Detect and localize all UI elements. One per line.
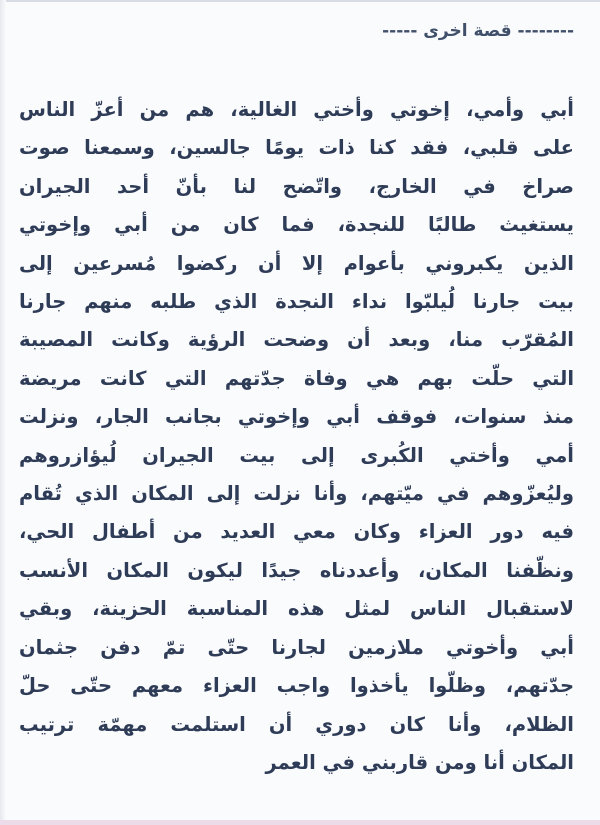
- left-edge-shadow: [0, 0, 6, 825]
- story-line-18: المكان أنا ومن قاربني في العمر: [265, 750, 574, 774]
- story-line-6: بيت جارنا لُيلبّوا نداء النجدة الذي طلبه منهم جارنا: [19, 290, 574, 314]
- story-line-4: يستغيث طالبًا للنجدة، فما كان من أبي وإخوتي: [19, 213, 574, 237]
- story-line-14: لاستقبال الناس لمثل هذه المناسبة الحزينة، وبقي: [19, 597, 574, 621]
- story-line-9: منذ سنوات، فوقف أبي وإخوتي بجانب الجار، ونزلت: [19, 405, 574, 429]
- story-line-7: المُقرّب منا، وبعد أن وضحت الرؤية وكانت المصيبة: [19, 328, 574, 352]
- story-line-11: وليُعزّوهم في ميّتهم، وأنا نزلت إلى المكان الذي تُقام: [19, 482, 574, 506]
- story-title: -------- قصة اخرى -----: [382, 21, 574, 41]
- story-line-3: صراخ في الخارج، واتّضح لنا بأنّ أحد الجيران: [19, 174, 574, 198]
- story-line-8: التي حلّت بهم هي وفاة جدّتهم التي كانت مريضة: [19, 366, 574, 390]
- story-line-15: أبي وأخوتي ملازمين لجارنا حتّى تمّ دفن جثمان: [19, 635, 574, 659]
- story-line-12: فيه دور العزاء وكان معي العديد من أطفال الحي،: [19, 520, 574, 544]
- story-page: [10, 0, 586, 825]
- story-line-2: على قلبي، فقد كنا ذات يومًا جالسين، وسمعنا صوت: [19, 136, 574, 160]
- story-line-13: ونظّفنا المكان، وأعددناه جيدًا ليكون المكان الأنسب: [19, 558, 574, 582]
- story-line-5: الذين يكبروني بأعوام إلا أن ركضوا مُسرعين إلى: [19, 251, 574, 275]
- bottom-accent-bar: [0, 820, 600, 825]
- story-line-1: أبي وأمي، إخوتي وأختي الغالية، هم من أعزّ الناس: [19, 98, 574, 121]
- story-line-17: الظلام، وأنا كان دوري أن استلمت مهمّة ترتيب: [19, 712, 574, 736]
- story-line-16: جدّتهم، وظلّوا يأخذوا واجب العزاء معهم حتّى حلّ: [19, 674, 574, 698]
- story-body: [19, 91, 574, 782]
- story-line-10: أمي وأختي الكُبرى إلى بيت الجيران لُيؤازروهم: [19, 443, 574, 467]
